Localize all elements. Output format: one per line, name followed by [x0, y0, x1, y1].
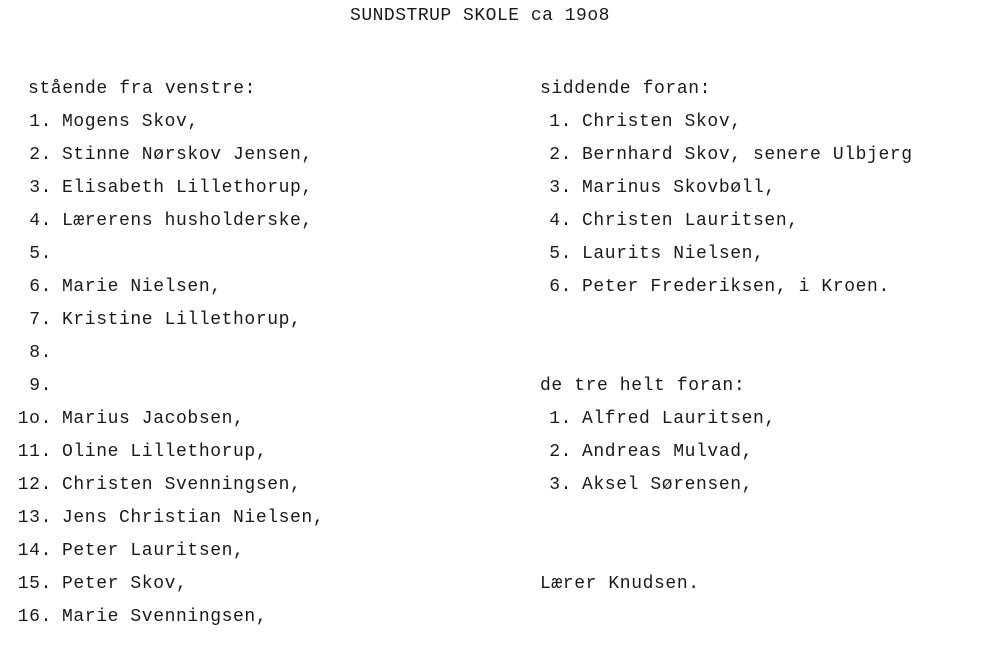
item-name: Mogens Skov, — [62, 112, 199, 132]
front-three-item — [540, 408, 776, 430]
item-name — [52, 244, 62, 264]
item-number: 4. — [549, 211, 572, 231]
standing-item — [0, 276, 222, 298]
item-number: 11. — [17, 442, 52, 462]
item-number: 5. — [549, 244, 572, 264]
item-number: 3. — [29, 178, 52, 198]
item-number: 6. — [29, 277, 52, 297]
item-name: Elisabeth Lillethorup, — [62, 178, 313, 198]
item-number: 4. — [29, 211, 52, 231]
teacher-line: Lærer Knudsen. — [540, 574, 700, 594]
item-name: Marius Jacobsen, — [62, 409, 245, 429]
item-name: Kristine Lillethorup, — [62, 310, 302, 330]
item-name: Lærerens husholderske, — [62, 211, 313, 231]
item-name: Stinne Nørskov Jensen, — [62, 145, 313, 165]
front-three-item — [540, 441, 753, 463]
item-name: Peter Frederiksen, i Kroen. — [582, 277, 890, 297]
document-title: SUNDSTRUP SKOLE ca 19o8 — [350, 6, 610, 26]
item-number: 15. — [17, 574, 52, 594]
item-name: Jens Christian Nielsen, — [62, 508, 325, 528]
item-name: Marie Nielsen, — [62, 277, 222, 297]
item-name — [52, 376, 62, 396]
item-number: 3. — [549, 475, 572, 495]
standing-item — [0, 540, 244, 562]
standing-item — [0, 408, 244, 430]
standing-item — [0, 243, 62, 265]
item-name: Christen Svenningsen, — [62, 475, 302, 495]
standing-item — [0, 111, 199, 133]
seated-item — [540, 177, 776, 199]
seated-item — [540, 210, 799, 232]
standing-item — [0, 474, 301, 496]
item-number: 1. — [549, 112, 572, 132]
item-number: 1o. — [17, 409, 52, 429]
item-name: Oline Lillethorup, — [62, 442, 268, 462]
standing-item — [0, 375, 62, 397]
item-number: 14. — [17, 541, 52, 561]
item-name — [52, 343, 62, 363]
standing-item — [0, 309, 301, 331]
item-name: Aksel Sørensen, — [582, 475, 754, 495]
item-number: 5. — [29, 244, 52, 264]
item-number: 2. — [549, 145, 572, 165]
item-number: 12. — [17, 475, 52, 495]
item-number: 1. — [29, 112, 52, 132]
standing-item — [0, 441, 267, 463]
item-number: 6. — [549, 277, 572, 297]
item-number: 2. — [29, 145, 52, 165]
seated-item — [540, 111, 742, 133]
standing-heading: stående fra venstre: — [28, 79, 257, 99]
item-number: 13. — [17, 508, 52, 528]
item-number: 8. — [29, 343, 52, 363]
standing-item — [0, 144, 313, 166]
item-name: Alfred Lauritsen, — [582, 409, 776, 429]
seated-item — [540, 276, 890, 298]
item-number: 3. — [549, 178, 572, 198]
seated-item — [540, 144, 913, 166]
item-number: 16. — [17, 607, 52, 627]
seated-item — [540, 243, 764, 265]
item-name: Peter Lauritsen, — [62, 541, 245, 561]
standing-item — [0, 177, 313, 199]
item-number: 1. — [549, 409, 572, 429]
standing-item — [0, 606, 267, 628]
standing-item — [0, 210, 313, 232]
front-three-heading: de tre helt foran: — [540, 376, 746, 396]
item-name: Marie Svenningsen, — [62, 607, 268, 627]
item-number: 2. — [549, 442, 572, 462]
standing-item — [0, 507, 324, 529]
standing-item — [0, 342, 62, 364]
item-name: Andreas Mulvad, — [582, 442, 754, 462]
item-name: Christen Skov, — [582, 112, 742, 132]
seated-heading: siddende foran: — [540, 79, 712, 99]
item-name: Bernhard Skov, senere Ulbjerg — [582, 145, 913, 165]
item-number: 9. — [29, 376, 52, 396]
item-name: Peter Skov, — [62, 574, 188, 594]
item-name: Marinus Skovbøll, — [582, 178, 776, 198]
item-name: Laurits Nielsen, — [582, 244, 765, 264]
item-number: 7. — [29, 310, 52, 330]
front-three-item — [540, 474, 753, 496]
item-name: Christen Lauritsen, — [582, 211, 799, 231]
standing-item — [0, 573, 187, 595]
